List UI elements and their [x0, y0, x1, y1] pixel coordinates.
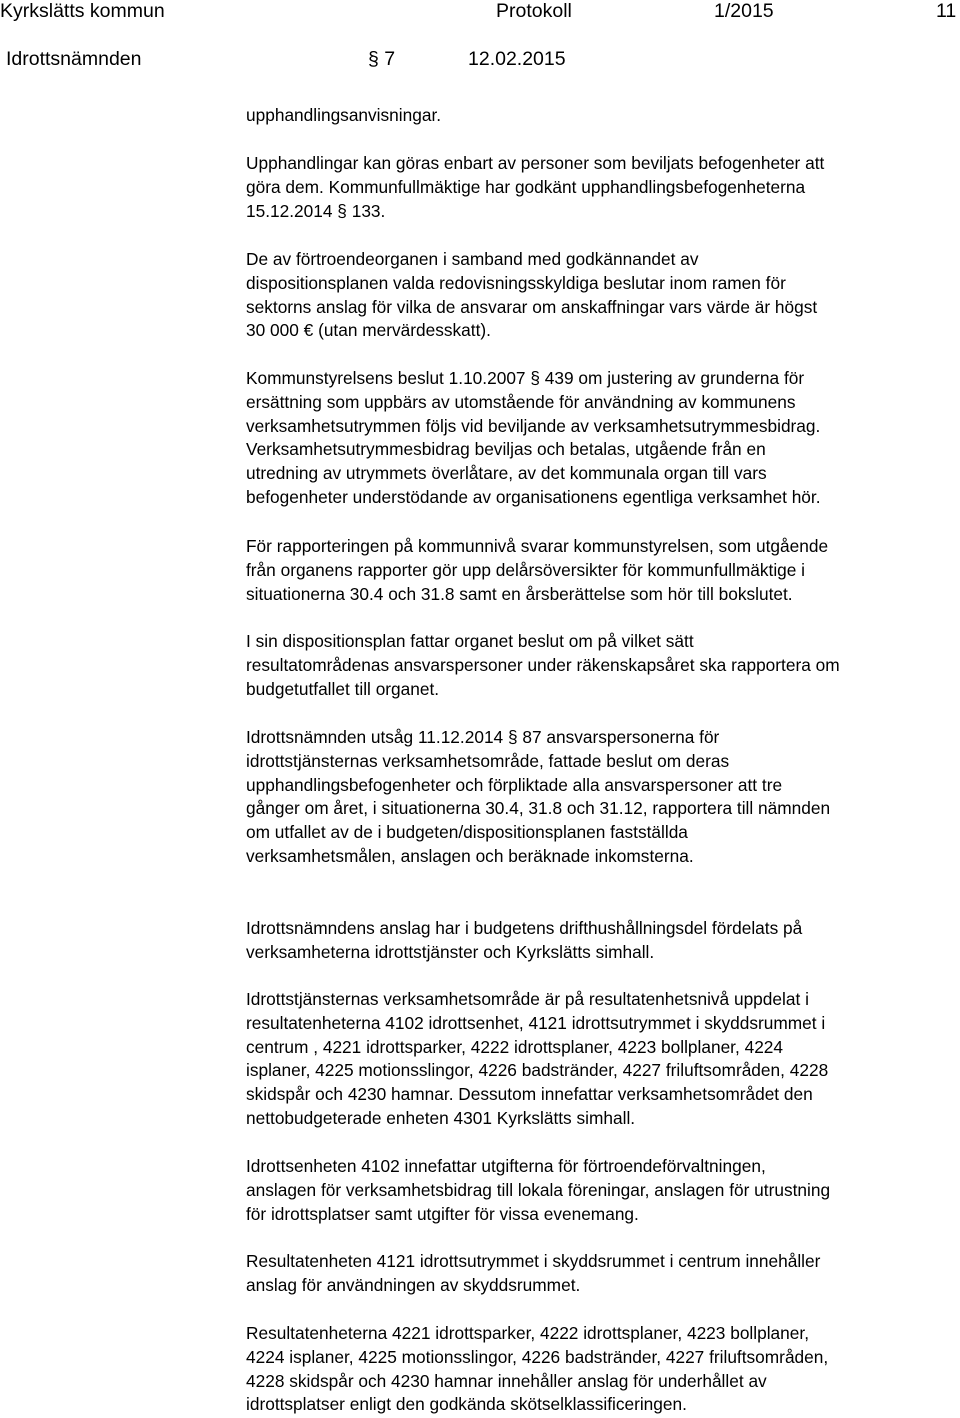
paragraph-shelter-unit: Resultatenheten 4121 idrottsutrymmet i skyddsrummet i centrum innehåller anslag för användningen av skyddsrummet. — [246, 1251, 821, 1295]
paragraph-board-decision: Idrottsnämnden utsåg 11.12.2014 § 87 ansvarspersonerna för idrottstjänsternas verksamhetsområde, fattade beslut om deras upphandlingsbefogenheter och förpliktade alla ansvarspersoner att tre gånger om året, i situationerna 30.4, 31.8 och 31.12, rapportera till nämnden om utfallet av de i budgeten/dispositionsplanen fastställda verksamhetsmålen, anslagen och beräknade inkomsterna. — [246, 727, 831, 866]
document-type: Protokoll — [496, 0, 572, 22]
paragraph-facility-units: Resultatenheterna 4221 idrottsparker, 4222 idrottsplaner, 4223 bollplaner, 4224 isplaner, 4225 motionsslingor, 4226 badstränder, 4227 friluftsområden, 4228 skidspår och 4230 hamnar innehåller anslag för underhållet av idrottsplatser enligt den godkända skötselklassificeringen. — [246, 1323, 829, 1415]
paragraph-sports-unit: Idrottsenheten 4102 innefattar utgifterna för förtroendeförvaltningen, anslagen för verksamhetsbidrag till lokala föreningar, anslagen för utrustning för idrottsplatser samt utgifter för vissa evenemang. — [246, 1156, 831, 1224]
municipality-name: Kyrkslätts kommun — [0, 0, 165, 22]
section-number: § 7 — [368, 48, 396, 70]
protocol-number: 1/2015 — [714, 0, 774, 22]
meeting-date: 12.02.2015 — [468, 48, 566, 70]
paragraph-procurement-instructions: upphandlingsanvisningar. — [246, 105, 442, 125]
page-number: 11 — [936, 0, 957, 22]
paragraph-reporting: För rapporteringen på kommunnivå svarar kommunstyrelsen, som utgående från organens rapporter gör upp delårsöversikter för kommunfullmäktige i situationerna 30.4 och 31.8 samt en årsberättelse som hör till bokslutet. — [246, 536, 829, 604]
board-name: Idrottsnämnden — [6, 48, 142, 70]
paragraph-procurement-authority: Upphandlingar kan göras enbart av personer som beviljats befogenheter att göra dem. Kommunfullmäktige har godkänt upphandlingsbefogenheterna 15.12.2014 § 133. — [246, 153, 825, 221]
paragraph-facility-grants: Kommunstyrelsens beslut 1.10.2007 § 439 om justering av grunderna för ersättning som uppbärs av utomstående för användning av kommunens verksamhetsutrymmen följs vid beviljande av verksamhetsutrymmesbidrag. Verksamhetsutrymmesbidrag beviljas och betalas, utgående från en utredning av utrymmets överlåtare, av det kommunala organ till vars befogenheter understödande av organisationens egentliga verksamhet hör. — [246, 368, 821, 507]
paragraph-accountable-persons: De av förtroendeorganen i samband med godkännandet av dispositionsplanen valda redovisningsskyldiga beslutar inom ramen för sektorns anslag för vilka de ansvarar om anskaffningar vars värde är högst 30 000 € (utan mervärdesskatt). — [246, 249, 818, 341]
paragraph-disposition-plan: I sin dispositionsplan fattar organet beslut om på vilket sätt resultatområdenas ansvarspersoner under räkenskapsåret ska rapportera om budgetutfallet till organet. — [246, 631, 840, 699]
paragraph-result-units: Idrottstjänsternas verksamhetsområde är på resultatenhetsnivå uppdelat i resultatenheterna 4102 idrottsenhet, 4121 idrottsutrymmet i skyddsrummet i centrum , 4221 idrottsparker, 4222 idrottsplaner, 4223 bollplaner, 4224 isplaner, 4225 motionsslingor, 4226 badstränder, 4227 friluftsområden, 4228 skidspår och 4230 hamnar. Dessutom innefattar verksamhetsområdet den nettobudgeterade enheten 4301 Kyrkslätts simhall. — [246, 989, 829, 1128]
paragraph-budget-allocation: Idrottsnämndens anslag har i budgetens drifthushållningsdel fördelats på verksamheterna idrottstjänster och Kyrkslätts simhall. — [246, 918, 803, 962]
